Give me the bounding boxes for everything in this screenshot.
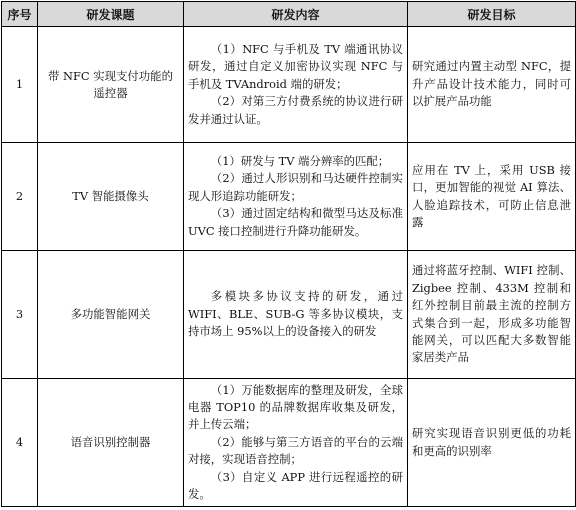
- project-content: [184, 379, 408, 507]
- header-goal: 研发目标: [408, 2, 576, 27]
- content-paragraph: （1）NFC 与手机及 TV 端通讯协议研发，通过自定义加密协议实现 NFC 与手机及 TVAndroid 端的研发；: [188, 41, 403, 91]
- row-number: 4: [2, 379, 38, 507]
- project-goal: 应用在 TV 上，采用 USB 接口，更加智能的视觉 AI 算法、人脸追踪技术，可防止信息泄露: [408, 143, 576, 251]
- header-content: 研发内容: [184, 2, 408, 27]
- project-content: [184, 27, 408, 143]
- project-goal: 通过将蓝牙控制、WIFI 控制、Zigbee 控制、433M 控制和红外控制目前最主流的控制方式集合到一起，形成多功能智能网关，可以匹配大多数智能家居类产品: [408, 251, 576, 379]
- content-paragraph: （3）自定义 APP 进行远程遥控的研发。: [188, 469, 403, 502]
- header-row: [2, 2, 576, 27]
- header-no: 序号: [2, 2, 38, 27]
- project-goal: 研究通过内置主动型 NFC，提升产品设计技术能力，同时可以扩展产品功能: [408, 27, 576, 143]
- content-paragraph: （1）万能数据库的整理及研发，全球电器 TOP10 的品牌数据库收集及研发，并上传云端；: [188, 382, 403, 432]
- table-row: [2, 251, 576, 379]
- table-row: [2, 379, 576, 507]
- content-paragraph: （2）通过人形识别和马达硬件控制实现人形追踪功能研发；: [188, 171, 403, 203]
- content-paragraph: （3）通过固定结构和微型马达及标准 UVC 接口控制进行升降功能研发。: [188, 206, 403, 238]
- content-paragraph: 多模块多协议支持的研发，通过 WIFI、BLE、SUB-G 等多协议模块，支持市场上 95%以上的设备接入的研发: [188, 289, 403, 339]
- rd-projects-table: [1, 1, 576, 507]
- project-content: [184, 251, 408, 379]
- content-paragraph: （1）研发与 TV 端分辨率的匹配；: [210, 153, 390, 168]
- table-row: [2, 27, 576, 143]
- project-topic: 语音识别控制器: [38, 379, 184, 507]
- row-number: 2: [2, 143, 38, 251]
- header-topic: 研发课题: [38, 2, 184, 27]
- project-topic: 带 NFC 实现支付功能的遥控器: [38, 27, 184, 143]
- project-topic: 多功能智能网关: [38, 251, 184, 379]
- content-paragraph: （2）对第三方付费系统的协议进行研发并通过认证。: [188, 94, 403, 126]
- project-content: [184, 143, 408, 251]
- content-paragraph: （2）能够与第三方语音的平台的云端对接，实现语音控制；: [188, 434, 403, 467]
- table-row: [2, 143, 576, 251]
- row-number: 1: [2, 27, 38, 143]
- project-goal: 研究实现语音识别更低的功耗和更高的识别率: [408, 379, 576, 507]
- row-number: 3: [2, 251, 38, 379]
- project-topic: TV 智能摄像头: [38, 143, 184, 251]
